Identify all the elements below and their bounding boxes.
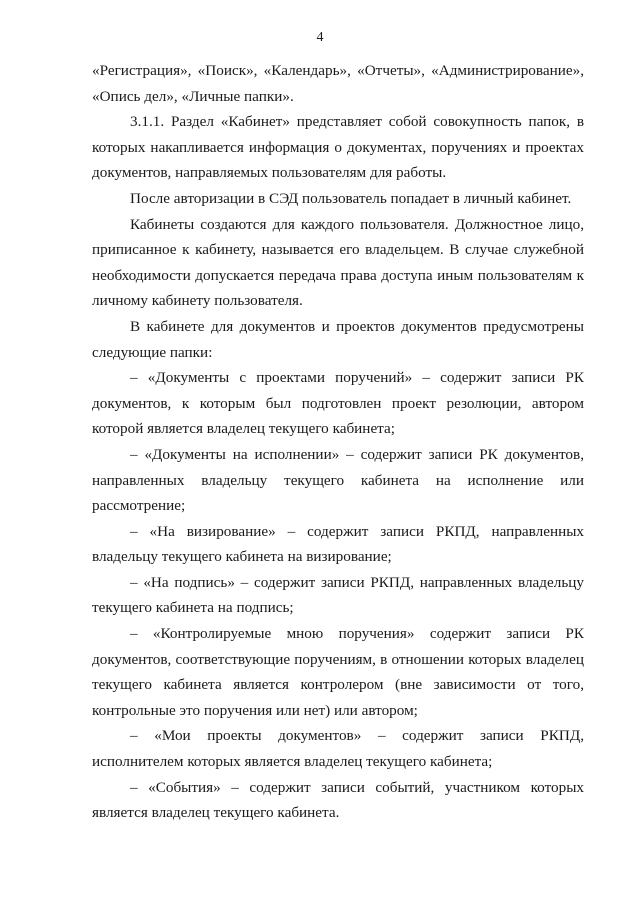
list-item-folder-for-signature: – «На подпись» – содержит записи РКПД, направленных владельцу текущего кабинета на подпись; (92, 573, 584, 617)
paragraph-cabinet-definition: 3.1.1. Раздел «Кабинет» представляет собой совокупность папок, в которых накапливается информация о документах, поручениях и проектах документов, направляемых пользователям для работы. (92, 113, 584, 182)
list-item-folder-draft-orders: – «Документы с проектами поручений» – содержит записи РК документов, к которым был подготовлен проект резолюции, автором которой является владелец текущего кабинета; (92, 369, 584, 438)
list-item-folder-events: – «События» – содержит записи событий, участником которых является владелец текущего кабинета. (92, 778, 584, 822)
paragraph-section-list-continuation: «Регистрация», «Поиск», «Календарь», «Отчеты», «Администрирование», «Опись дел», «Личные папки». (92, 62, 584, 105)
document-body (92, 58, 584, 826)
list-item-folder-my-drafts: – «Мои проекты документов» – содержит записи РКПД, исполнителем которых является владелец текущего кабинета; (92, 727, 584, 771)
paragraph-after-authorization: После авторизации в СЭД пользователь попадает в личный кабинет. (130, 189, 572, 207)
list-item-folder-in-execution: – «Документы на исполнении» – содержит записи РК документов, направленных владельцу текущего кабинета на исполнение или рассмотрение; (92, 445, 584, 515)
paragraph-folders-intro: В кабинете для документов и проектов документов предусмотрены следующие папки: (92, 317, 584, 361)
list-item-folder-controlled-orders: – «Контролируемые мною поручения» содержит записи РК документов, соответствующие поручениям, в отношении которых владелец текущего кабинета является контролером (вне зависимости от того, контрольные это поручения или нет) или автором; (92, 625, 584, 719)
page-number: 4 (316, 30, 324, 45)
list-item-folder-for-approval: – «На визирование» – содержит записи РКПД, направленных владельцу текущего кабинета на визирование; (92, 522, 584, 566)
paragraph-cabinet-owner: Кабинеты создаются для каждого пользователя. Должностное лицо, приписанное к кабинету, называется его владельцем. В случае служебной необходимости допускается передача права доступа иным пользователям к личному кабинету пользователя. (92, 215, 584, 310)
